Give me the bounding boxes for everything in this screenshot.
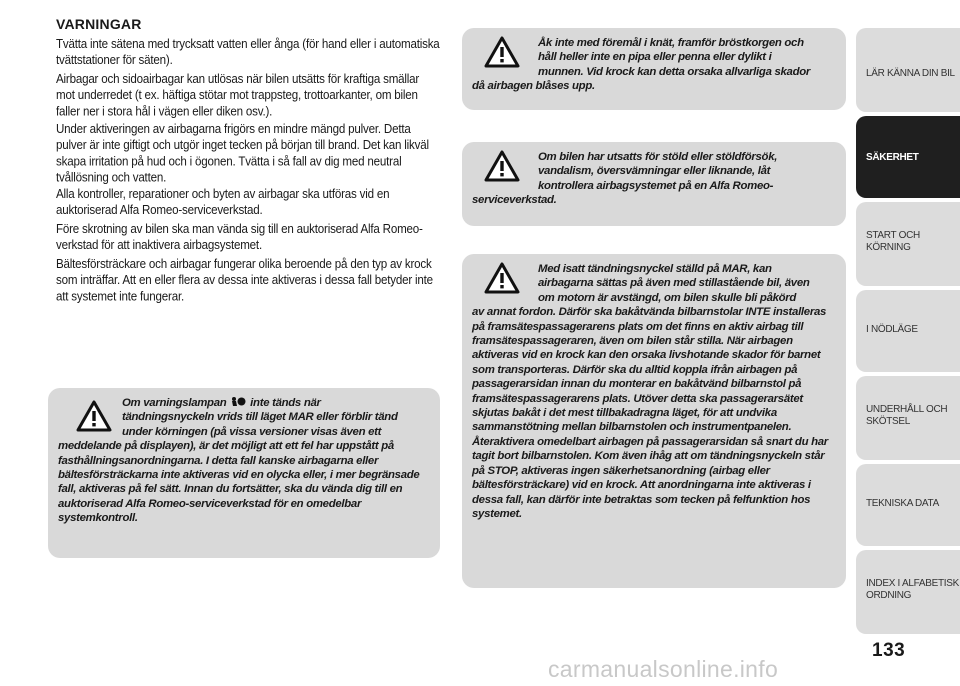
child-seat-line-3: om motorn är avstängd, om bilen skulle bli påkörd xyxy=(538,291,797,304)
child-seat-line-2: airbagarna sättas på även med stillastående bil, även xyxy=(538,277,810,290)
tab-label: INDEX I ALFABETISK xyxy=(866,578,959,589)
warning-triangle-icon xyxy=(484,36,520,68)
theft-line-1: Om bilen har utsatts för stöld eller stöldförsök, xyxy=(538,151,778,163)
paragraph-powder: Under aktiveringen av airbagarna frigörs en mindre mängd pulver. Detta pulver är inte giftigt och utgör inget tecken på början till brand. Det kan likväl skapa irritation på hud och i ögonen. Tvätta i så fall av dig med neutral tvållösning och vatten. xyxy=(56,122,429,185)
warning-box-objects-on-lap xyxy=(462,28,846,110)
tab-label: UNDERHÅLL OCH xyxy=(866,404,948,415)
paragraph-deployment: Airbagar och sidoairbagar kan utlösas när bilen utsätts för kraftiga smällar mot underredet (t ex. häftiga stötar mot trappsteg, trottoarkanter, om bilen faller ner i stora hål i vägen eller diken osv.). xyxy=(56,72,420,119)
paragraph-scrapping: Före skrotning av bilen ska man vända sig till en auktoriserad Alfa Romeo-verkstad för att inaktivera airbagsystemet. xyxy=(56,222,423,253)
tab-sakerhet[interactable] xyxy=(856,116,960,198)
tab-start-och-korning[interactable] xyxy=(856,202,960,286)
theft-line-2: vandalism, översvämningar eller liknande, låt xyxy=(538,165,771,178)
objects-line-1: Åk inte med föremål i knät, framför bröstkorgen och xyxy=(538,37,804,49)
warning-box-warning-lamp xyxy=(48,388,440,558)
warning-lamp-text-end: inte tänds när xyxy=(250,397,321,409)
theft-rest: serviceverkstad. xyxy=(472,194,557,207)
warning-triangle-icon xyxy=(484,150,520,182)
page-number: 133 xyxy=(872,640,906,661)
child-seat-line-1: Med isatt tändningsnyckel ställd på MAR, kan xyxy=(538,263,772,275)
chapter-sidebar xyxy=(856,0,960,640)
objects-line-3: munnen. Vid krock kan detta orsaka allvarliga skador xyxy=(538,65,811,78)
objects-line-2: håll heller inte en pipa eller penna eller dylikt i xyxy=(538,51,772,64)
child-seat-rest: av annat fordon. Därför ska bakåtvända bilbarnstolar INTE installeras på framsätespassagerarens plats om det finns en aktiv airbag till framsätespassageraren, även om bilen står stilla. När airbagen aktiveras vid en krock kan den orsaka livshotande skador för barnet som transporteras. Därför ska du alltid koppla ifrån airbagen på passagerarsidan innan du monterar en bakåtvänd bilbarnstol på framsätespassagerarens plats. Utöver detta ska passagerarsätet skjutas bakåt i det mest tillbakadragna läget, för att undvika sammanstötning mellan bilbarnstolen och instrumentpanelen. Återaktivera omedelbart airbagen på passagerarsidan så snart du har tagit bort bilbarnstolen. Kom även ihåg att om tändningsnyckeln står på STOP, aktiveras ingen säkerhetsanordning (airbag eller bältesförsträckare) vid en krock. Att anordningarna inte aktiveras i dessa fall, kan därför inte betraktas som tecken på felfunktion hos systemet. xyxy=(472,306,828,520)
tab-tekniska-data[interactable] xyxy=(856,464,960,546)
tab-label: ORDNING xyxy=(866,590,912,601)
tab-label: START OCH xyxy=(866,230,920,241)
warning-box-child-seat xyxy=(462,254,846,588)
tab-i-nodlage[interactable] xyxy=(856,290,960,372)
main-text-column xyxy=(56,16,440,306)
objects-rest: då airbagen blåses upp. xyxy=(472,80,595,93)
airbag-warning-lamp-icon xyxy=(229,396,247,408)
warning-triangle-icon xyxy=(76,400,112,432)
warning-triangle-icon xyxy=(484,262,520,294)
warning-lamp-rest: meddelande på displayen), är det möjligt att ett fel har uppstått på fasthållningsanordningarna. I detta fall kanske airbagarna eller bältesförsträckarna inte aktiveras vid en olycka eller, i mer begränsade fall, aktiveras på fel sätt. Innan du fortsätter, ska du vända dig till en auktoriserad Alfa Romeo-serviceverkstad för en omedelbar systemkontroll. xyxy=(58,440,420,525)
tab-lar-kanna-din-bil[interactable] xyxy=(856,28,960,112)
tab-label: TEKNISKA DATA xyxy=(866,498,939,509)
watermark: carmanualsonline.info xyxy=(548,656,779,682)
tab-label: SÄKERHET xyxy=(866,152,919,163)
warning-lamp-text-start: Om varningslampan xyxy=(122,397,227,409)
paragraph-washing: Tvätta inte sätena med trycksatt vatten eller ånga (för hand eller i automatiska tvättstationer för säten). xyxy=(56,37,440,68)
warning-box-theft xyxy=(462,142,846,226)
paragraph-service: Alla kontroller, reparationer och byten av airbagar ska utföras vid en auktoriserad Alfa Romeo-serviceverkstad. xyxy=(56,187,390,218)
warning-lamp-line-3: under körningen (på vissa versioner visas även ett xyxy=(122,425,382,438)
tab-label: LÄR KÄNNA DIN BIL xyxy=(866,68,955,79)
paragraph-pretensioners: Bältesförsträckare och airbagar fungerar olika beroende på den typ av krock som inträffar. Att en eller flera av dessa inte aktiveras i dessa fall betyder inte att systemet inte fungerar. xyxy=(56,257,433,304)
tab-label: KÖRNING xyxy=(866,242,911,253)
warning-lamp-line-2: tändningsnyckeln vrids till läget MAR eller förblir tänd xyxy=(122,411,398,424)
section-heading: VARNINGAR xyxy=(56,16,142,32)
tab-label: I NÖDLÄGE xyxy=(866,324,918,335)
tab-index-i-alfabetisk-ordning[interactable] xyxy=(856,550,960,634)
tab-label: SKÖTSEL xyxy=(866,416,911,427)
theft-line-3: kontrollera airbagsystemet på en Alfa Romeo- xyxy=(538,179,774,192)
tab-underhall-och-skotsel[interactable] xyxy=(856,376,960,460)
